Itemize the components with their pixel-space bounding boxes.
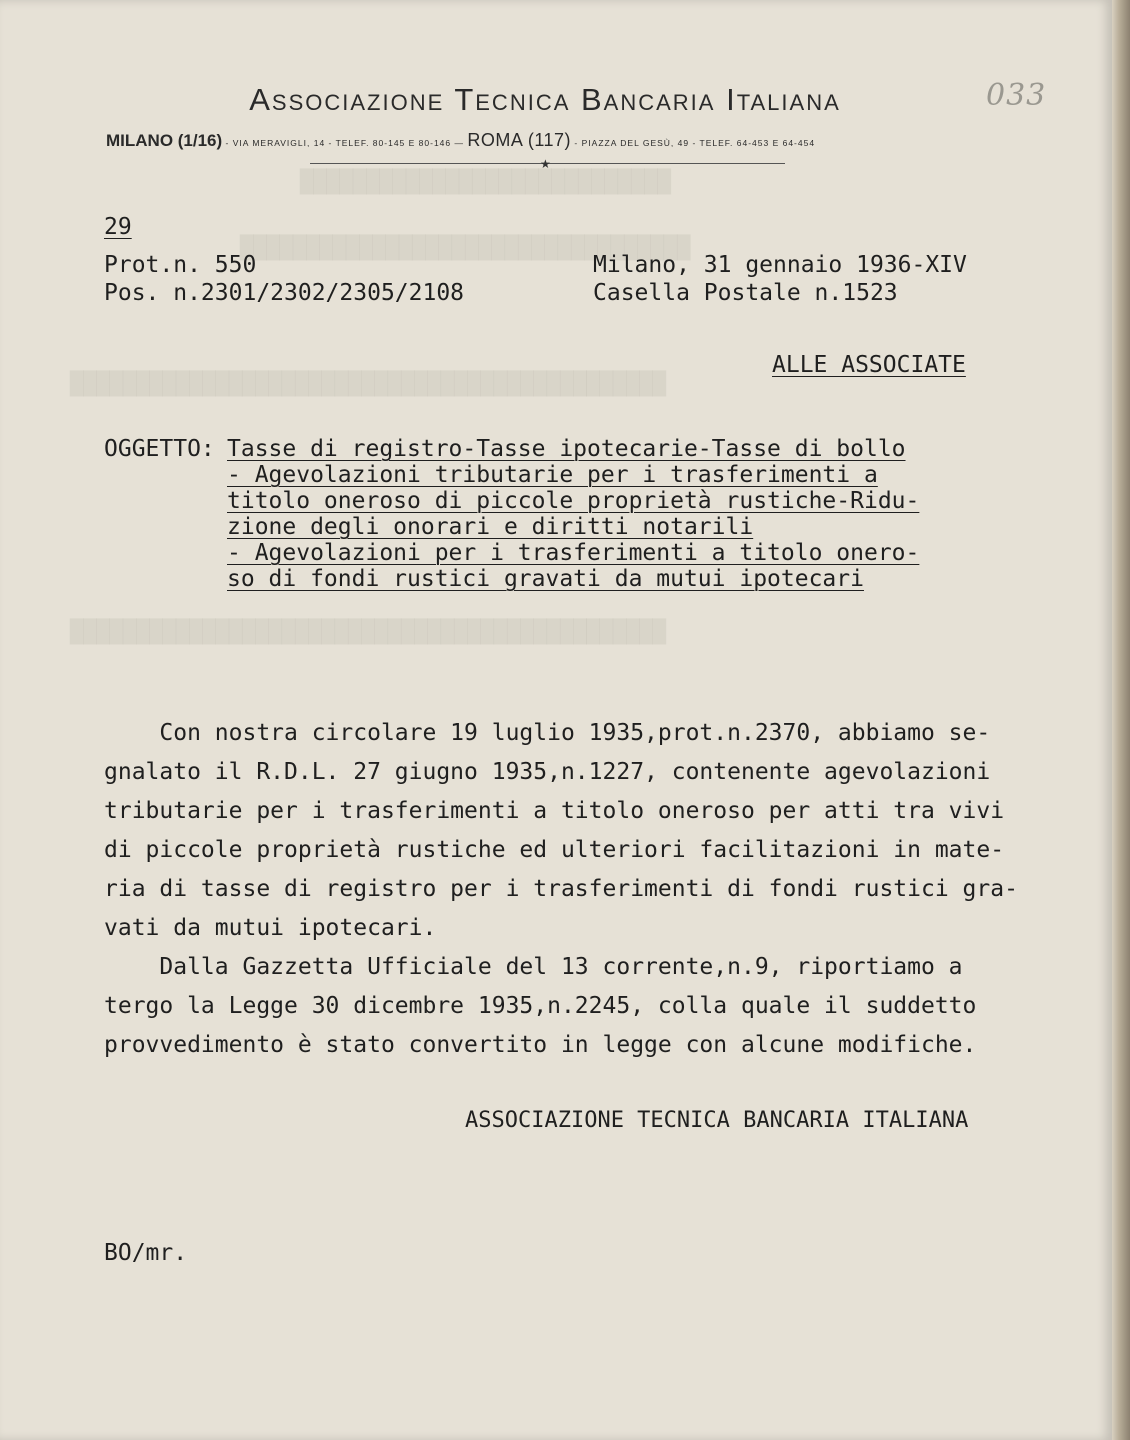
star-ornament-icon: ★	[540, 157, 551, 171]
circular-number: 29	[104, 214, 132, 240]
signature: ASSOCIAZIONE TECNICA BANCARIA ITALIANA	[465, 1108, 969, 1133]
bleed-through-mark: ██████████████████████████████████	[240, 236, 691, 261]
subject-line: zione degli onorari e diritti notarili	[227, 514, 754, 540]
bleed-through-mark: █████████████████████████████████████████████	[70, 372, 667, 397]
body-line: Dalla Gazzetta Ufficiale del 13 corrente,n.9, riportiamo a	[104, 954, 963, 980]
subject-label: OGGETTO:	[104, 436, 215, 462]
handwritten-page-number: 033	[986, 78, 1047, 113]
letter-date: Milano, 31 gennaio 1936-XIV	[593, 252, 967, 278]
subject-line: - Agevolazioni tributarie per i trasferimenti a	[227, 462, 878, 488]
bleed-through-mark: █████████████████████████████████████████████	[70, 620, 667, 645]
body-line: di piccole proprietà rustiche ed ulteriori facilitazioni in mate-	[104, 837, 1005, 863]
letterhead-roma-address: - PIAZZA DEL GESÙ, 49 - TELEF. 64-453 E 64-454	[571, 138, 816, 148]
letterhead-roma: ROMA (117)	[467, 130, 572, 150]
body-line: tergo la Legge 30 dicembre 1935,n.2245, colla quale il suddetto	[104, 993, 977, 1019]
scan-right-edge	[1112, 0, 1130, 1440]
subject-line: - Agevolazioni per i trasferimenti a titolo onero-	[227, 540, 920, 566]
letterhead-milano: MILANO (1/16)	[106, 131, 223, 150]
body-line: gnalato il R.D.L. 27 giugno 1935,n.1227, contenente agevolazioni	[104, 759, 991, 785]
subject-line: Tasse di registro-Tasse ipotecarie-Tasse di bollo	[227, 436, 906, 462]
typist-initials: BO/mr.	[104, 1240, 188, 1266]
letterhead-address	[106, 130, 1006, 151]
subject-line: titolo oneroso di piccole proprietà rustiche-Ridu-	[227, 488, 920, 514]
letterhead-title: Associazione Tecnica Bancaria Italiana	[249, 82, 841, 117]
subject-line: so di fondi rustici gravati da mutui ipotecari	[227, 566, 864, 592]
recipient: ALLE ASSOCIATE	[772, 352, 966, 378]
letterhead-milano-address: - VIA MERAVIGLI, 14 - TELEF. 80-145 E 80-146 —	[222, 138, 468, 148]
position-number: Pos. n.2301/2302/2305/2108	[104, 280, 465, 306]
body-line: Con nostra circolare 19 luglio 1935,prot.n.2370, abbiamo se-	[104, 720, 991, 746]
body-line: vati da mutui ipotecari.	[104, 915, 437, 941]
postal-box: Casella Postale n.1523	[593, 280, 898, 306]
body-line: tributarie per i trasferimenti a titolo oneroso per atti tra vivi	[104, 798, 1005, 824]
body-line: ria di tasse di registro per i trasferimenti di fondi rustici gra-	[104, 876, 1018, 902]
protocol-number: Prot.n. 550	[104, 252, 257, 278]
body-line: provvedimento è stato convertito in legge con alcune modifiche.	[104, 1032, 977, 1058]
bleed-through-mark: ████████████████████████████	[300, 170, 671, 195]
